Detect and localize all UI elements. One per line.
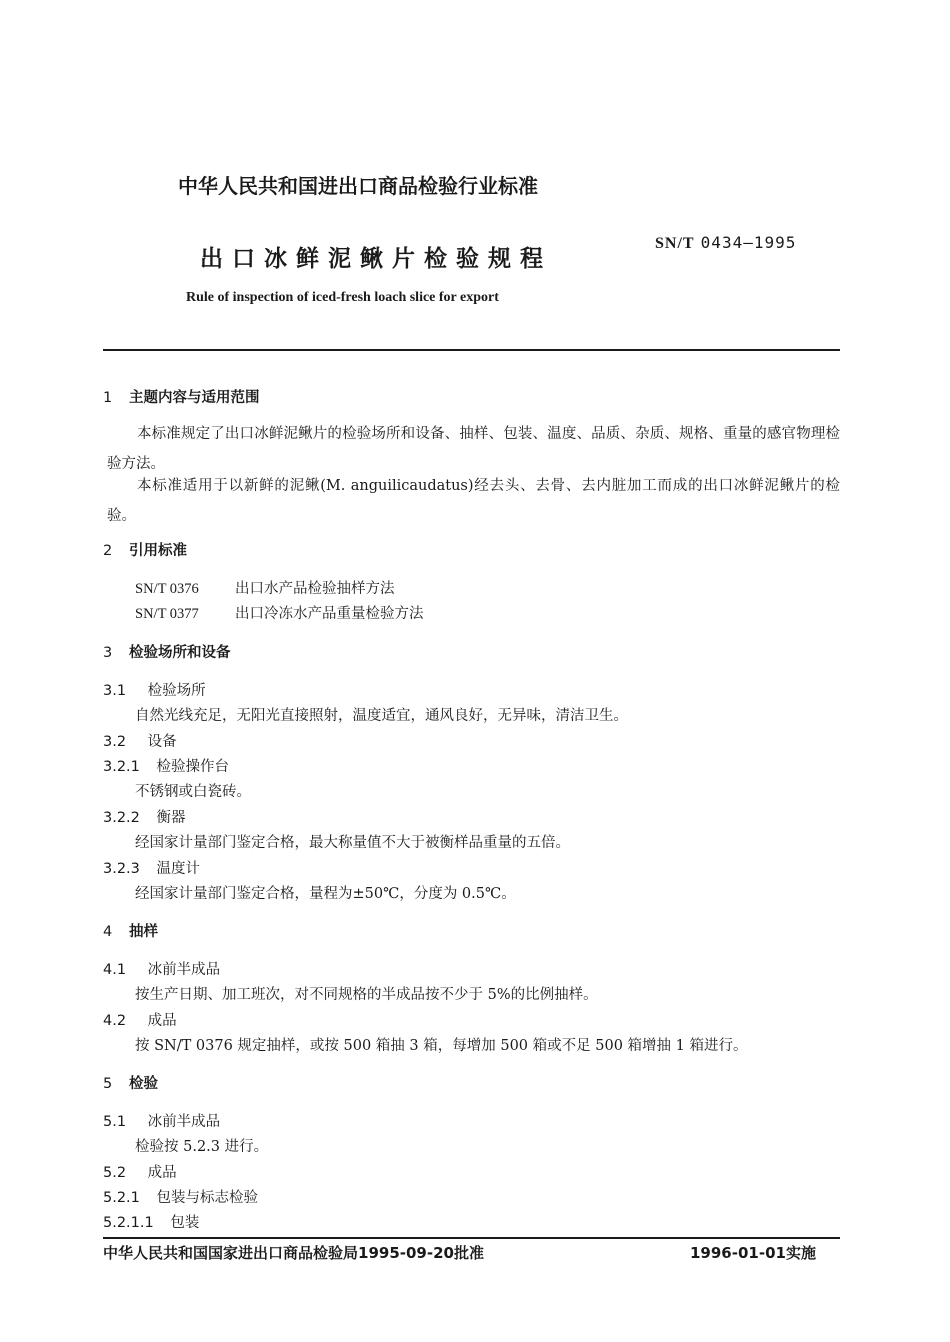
section-title: 主题内容与适用范围	[129, 390, 260, 406]
subsection-title: 检验场所	[147, 683, 206, 699]
subsection-5-1-text: 检验按 5.2.3 进行。	[135, 1139, 269, 1155]
subsection-number: 5.1	[103, 1114, 127, 1130]
subsection-number: 4.2	[103, 1013, 127, 1029]
subsection-4-1	[103, 958, 220, 979]
subsection-number: 3.2.2	[103, 810, 140, 826]
section-number: 2	[103, 543, 113, 559]
subsection-5-2	[103, 1161, 177, 1182]
subsection-number: 3.2.3	[103, 861, 140, 877]
reference-code: SN/T 0376	[135, 581, 199, 597]
subsection-3-2	[103, 730, 177, 751]
section-5-heading	[103, 1072, 158, 1093]
section-2-heading	[103, 539, 187, 560]
subsection-5-1	[103, 1110, 220, 1131]
section-title: 引用标准	[129, 543, 187, 559]
subsection-title: 冰前半成品	[147, 1114, 221, 1130]
reference-item	[135, 577, 395, 598]
subsection-5-2-1	[103, 1186, 258, 1207]
subsection-3-2-3	[103, 857, 200, 878]
section-4-heading	[103, 920, 158, 941]
subsection-4-2	[103, 1009, 177, 1030]
standard-code-number: 0434—1995	[700, 233, 797, 252]
section-title: 抽样	[129, 924, 158, 940]
subsection-3-1-text: 自然光线充足，无阳光直接照射，温度适宜，通风良好，无异味，清洁卫生。	[135, 708, 628, 724]
subsection-title: 温度计	[156, 861, 201, 877]
reference-name: 出口水产品检验抽样方法	[235, 581, 395, 597]
section-3-heading	[103, 641, 231, 662]
subsection-title: 衡器	[156, 810, 186, 826]
section-title: 检验场所和设备	[129, 645, 231, 661]
subsection-4-1-text: 按生产日期、加工班次，对不同规格的半成品按不少于 5%的比例抽样。	[135, 987, 598, 1003]
reference-code: SN/T 0377	[135, 606, 199, 622]
subsection-3-2-2-text: 经国家计量部门鉴定合格，最大称量值不大于被衡样品重量的五倍。	[135, 835, 570, 851]
section-number: 4	[103, 924, 113, 940]
footer-divider	[103, 1237, 840, 1239]
subsection-5-2-1-1	[103, 1211, 199, 1232]
subsection-number: 4.1	[103, 962, 127, 978]
subsection-number: 5.2.1	[103, 1190, 140, 1206]
subsection-3-2-1	[103, 755, 229, 776]
subsection-title: 成品	[147, 1165, 177, 1181]
section-1-paragraph-1: 本标准规定了出口冰鲜泥鳅片的检验场所和设备、抽样、包装、温度、品质、杂质、规格、重量的感官物理检验方法。	[107, 426, 840, 472]
subsection-number: 5.2	[103, 1165, 127, 1181]
standard-code-prefix: SN/T	[655, 235, 695, 252]
subsection-title: 成品	[147, 1013, 177, 1029]
subsection-title: 检验操作台	[156, 759, 230, 775]
subsection-title: 包装与标志检验	[156, 1190, 259, 1206]
approval-statement: 中华人民共和国国家进出口商品检验局1995-09-20批准	[103, 1244, 484, 1262]
section-title: 检验	[129, 1076, 158, 1092]
subsection-title: 设备	[147, 734, 177, 750]
subsection-number: 3.2	[103, 734, 127, 750]
subsection-3-1	[103, 679, 206, 700]
subsection-3-2-1-text: 不锈钢或白瓷砖。	[135, 784, 251, 800]
section-number: 3	[103, 645, 113, 661]
effective-date: 1996-01-01实施	[690, 1244, 816, 1262]
subsection-number: 3.1	[103, 683, 127, 699]
page-title: 出口冰鲜泥鳅片检验规程	[200, 245, 552, 272]
section-number: 5	[103, 1076, 113, 1092]
subsection-3-2-2	[103, 806, 186, 827]
subsection-4-2-text: 按 SN/T 0376 规定抽样，或按 500 箱抽 3 箱，每增加 500 箱或不足 500 箱增抽 1 箱进行。	[135, 1038, 748, 1054]
reference-item	[135, 602, 424, 623]
standard-category: 中华人民共和国进出口商品检验行业标准	[178, 174, 538, 198]
subsection-number: 5.2.1.1	[103, 1215, 154, 1231]
header-divider	[103, 349, 840, 351]
subsection-3-2-3-text: 经国家计量部门鉴定合格，量程为±50℃，分度为 0.5℃。	[135, 886, 516, 902]
reference-name: 出口冷冻水产品重量检验方法	[235, 606, 424, 622]
english-title: Rule of inspection of iced-fresh loach slice for export	[186, 290, 499, 305]
subsection-title: 包装	[170, 1215, 200, 1231]
section-1-paragraph-2: 本标准适用于以新鲜的泥鳅(M. anguilicaudatus)经去头、去骨、去内脏加工而成的出口冰鲜泥鳅片的检验。	[107, 478, 840, 524]
subsection-title: 冰前半成品	[147, 962, 221, 978]
standard-code	[655, 233, 796, 253]
subsection-number: 3.2.1	[103, 759, 140, 775]
section-1-heading	[103, 386, 260, 407]
section-number: 1	[103, 390, 113, 406]
